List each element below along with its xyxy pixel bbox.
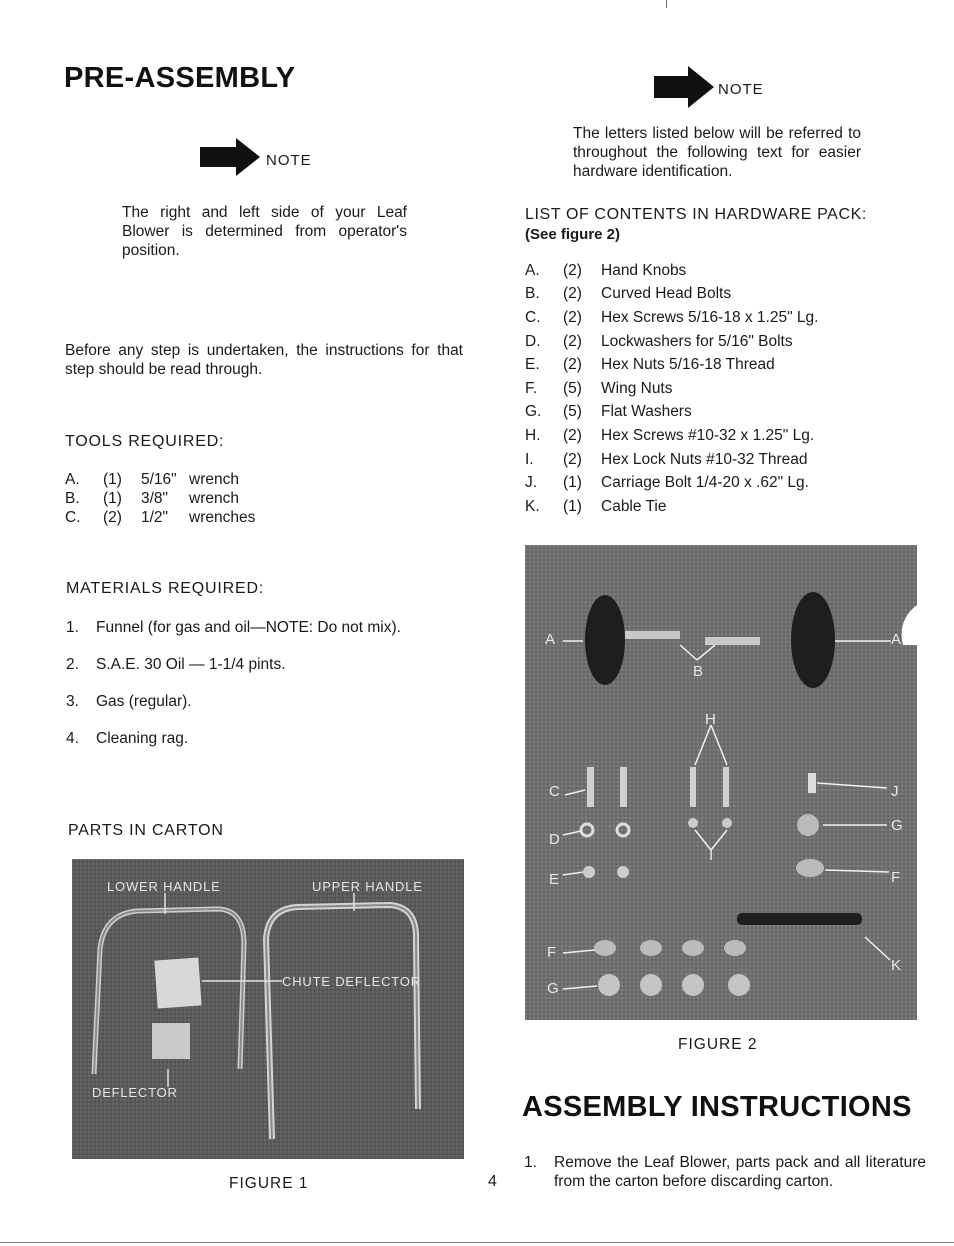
lower-handle-label: LOWER HANDLE [107, 879, 221, 894]
handles-photo-image [72, 859, 464, 1159]
list-item: B. (1) 3/8" wrench [65, 489, 239, 507]
figure-2-letter-f-right: F [891, 869, 901, 886]
list-item: J. (1) Carriage Bolt 1/4-20 x .62" Lg. [525, 474, 809, 492]
before-step-text: Before any step is undertaken, the instructions for that step should be read through. [65, 342, 463, 378]
tools-list [65, 470, 255, 527]
right-note-text: The letters listed below will be referred to throughout the following text for easier hardware identification. [573, 125, 861, 180]
figure-2-letter-d: D [549, 831, 560, 848]
list-item: I. (2) Hex Lock Nuts #10-32 Thread [525, 450, 808, 468]
figure-2-letter-i: I [709, 847, 714, 864]
figure-2-letter-b: B [693, 663, 704, 680]
chute-deflector-label: CHUTE DEFLECTOR [282, 974, 421, 989]
list-item: K. (1) Cable Tie [525, 497, 667, 515]
page-bottom-rule [0, 1242, 954, 1243]
right-arrow-icon [200, 138, 260, 176]
step-number: 1. [524, 1154, 537, 1171]
figure-2-letter-f-left: F [547, 944, 557, 961]
materials-required-heading: MATERIALS REQUIRED: [66, 580, 265, 597]
figure-2-letter-k: K [891, 957, 902, 974]
note-label: NOTE [718, 80, 764, 98]
figure-2-letter-g-left: G [547, 980, 559, 997]
deflector-label: DEFLECTOR [92, 1085, 178, 1100]
list-item: E. (2) Hex Nuts 5/16-18 Thread [525, 356, 775, 374]
list-item: F. (5) Wing Nuts [525, 379, 673, 397]
list-item: C. (2) Hex Screws 5/16-18 x 1.25" Lg. [525, 308, 819, 326]
list-item: 1. Funnel (for gas and oil—NOTE: Do not mix). [66, 618, 401, 636]
figure-2-letter-c: C [549, 783, 560, 800]
figure-2-letter-a-left: A [545, 631, 556, 648]
list-item: H. (2) Hex Screws #10-32 x 1.25" Lg. [525, 426, 815, 444]
figure-2-letter-g-right: G [891, 817, 903, 834]
list-item: B. (2) Curved Head Bolts [525, 285, 732, 303]
figure-2-photo [525, 545, 917, 1020]
left-note-text: The right and left side of your Leaf Blower is determined from operator's position. [122, 204, 407, 259]
contents-list [525, 259, 818, 519]
assembly-instructions-title: ASSEMBLY INSTRUCTIONS [522, 1091, 912, 1123]
list-item: 2. S.A.E. 30 Oil — 1-1/4 pints. [66, 655, 286, 673]
page-top-mark [666, 0, 667, 8]
figure-2-letter-e: E [549, 871, 560, 888]
list-item: A. (1) 5/16" wrench [65, 470, 239, 488]
right-note-header [654, 66, 764, 108]
page-number: 4 [488, 1173, 497, 1190]
upper-handle-label: UPPER HANDLE [312, 879, 423, 894]
step-text: Remove the Leaf Blower, parts pack and all literature from the carton before discarding carton. [554, 1154, 926, 1190]
list-item: 3. Gas (regular). [66, 692, 192, 710]
pre-assembly-title: PRE-ASSEMBLY [64, 62, 296, 94]
list-item: C. (2) 1/2" wrenches [65, 508, 256, 526]
figure-2-letter-a-right: A [891, 631, 902, 648]
list-item: A. (2) Hand Knobs [525, 261, 687, 279]
contents-subheading: (See figure 2) [525, 226, 621, 243]
hardware-photo-image [525, 545, 917, 1020]
materials-list [66, 609, 466, 757]
list-item: G. (5) Flat Washers [525, 403, 692, 421]
tools-required-heading: TOOLS REQUIRED: [65, 433, 225, 450]
assembly-step-1 [524, 1153, 926, 1191]
left-note-header [200, 138, 312, 176]
right-arrow-icon [654, 66, 714, 108]
figure-2-caption: FIGURE 2 [678, 1036, 758, 1053]
figure-2-letter-h: H [705, 711, 716, 728]
figure-1-caption: FIGURE 1 [229, 1175, 309, 1192]
figure-2-letter-j: J [891, 783, 899, 800]
list-item: D. (2) Lockwashers for 5/16" Bolts [525, 332, 793, 350]
figure-1-photo [72, 859, 464, 1159]
list-item: 4. Cleaning rag. [66, 729, 189, 747]
contents-heading: LIST OF CONTENTS IN HARDWARE PACK: [525, 206, 867, 223]
note-label: NOTE [266, 151, 312, 169]
parts-in-carton-heading: PARTS IN CARTON [68, 822, 224, 839]
